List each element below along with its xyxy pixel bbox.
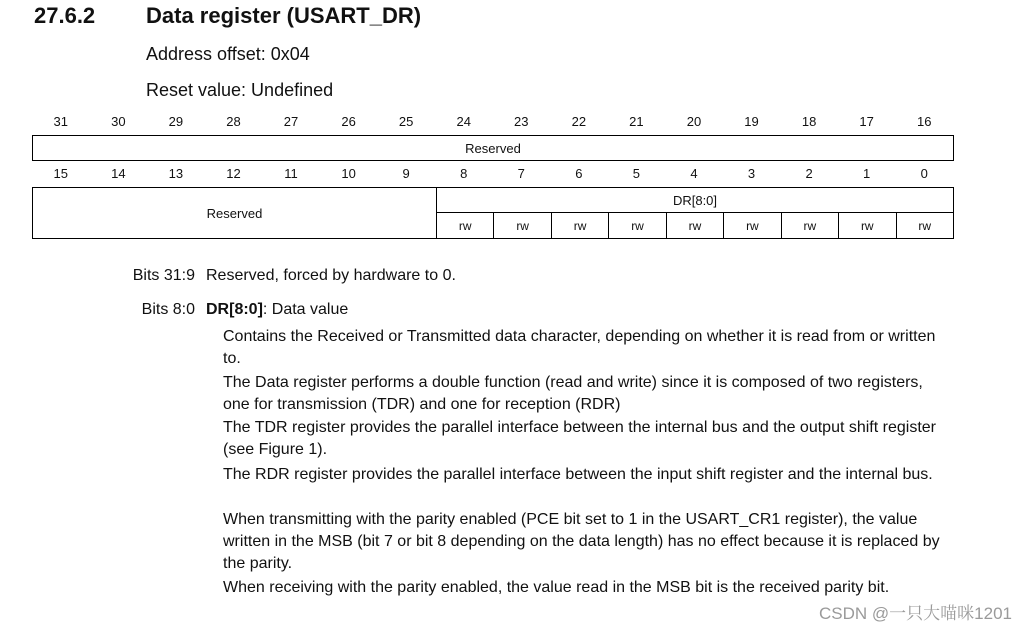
bits8-description bbox=[206, 301, 348, 319]
bit-number: 5 bbox=[632, 166, 641, 181]
description-paragraph: The RDR register provides the parallel interface between the input shift register and the internal bus. bbox=[223, 466, 933, 483]
dr-field-name: DR[8:0] bbox=[206, 301, 263, 318]
reserved-field-low: Reserved bbox=[32, 187, 437, 239]
bit-number: 28 bbox=[226, 114, 241, 129]
bit-number: 8 bbox=[460, 166, 468, 181]
bit-number: 16 bbox=[916, 114, 932, 129]
access-row bbox=[436, 212, 954, 239]
bit-number: 25 bbox=[398, 114, 414, 129]
access-cell: rw bbox=[552, 213, 609, 238]
bit-number: 27 bbox=[283, 114, 299, 129]
bit-number: 4 bbox=[690, 166, 698, 181]
bit-numbers-low bbox=[32, 166, 953, 181]
description-paragraph: When transmitting with the parity enabled (PCE bit set to 1 in the USART_CR1 register), the value written in the MSB (bit 7 or bit 8 depending on the data length) has no effect because it is replaced by the parity. bbox=[223, 511, 940, 572]
access-cell: rw bbox=[494, 213, 551, 238]
access-cell: rw bbox=[609, 213, 666, 238]
bit-number: 0 bbox=[920, 166, 928, 181]
watermark: CSDN @一只大喵咪1201 bbox=[819, 604, 1012, 623]
bit-number: 10 bbox=[341, 166, 356, 181]
bit-number: 2 bbox=[805, 166, 813, 181]
bit-number: 12 bbox=[226, 166, 241, 181]
bits31-label: Bits 31:9 bbox=[132, 267, 195, 284]
bits8-label: Bits 8:0 bbox=[141, 301, 195, 318]
address-offset: Address offset: 0x04 bbox=[146, 44, 310, 64]
bit-number: 6 bbox=[575, 166, 583, 181]
bit-number: 20 bbox=[686, 114, 702, 129]
bit-number: 17 bbox=[859, 114, 874, 129]
description-paragraph: When receiving with the parity enabled, the value read in the MSB bit is the received parity bit. bbox=[223, 579, 890, 596]
bit-number: 23 bbox=[514, 114, 529, 129]
access-cell: rw bbox=[724, 213, 781, 238]
bit-number: 26 bbox=[341, 114, 356, 129]
bit-number: 19 bbox=[744, 114, 759, 129]
bit-number: 14 bbox=[111, 166, 126, 181]
bit-number: 24 bbox=[456, 114, 471, 129]
bit-number: 22 bbox=[571, 114, 587, 129]
access-cell: rw bbox=[918, 218, 932, 233]
bit-number: 15 bbox=[53, 166, 69, 181]
dr-field-suffix: : Data value bbox=[262, 301, 349, 318]
bit-number: 13 bbox=[168, 166, 184, 181]
section-number: 27.6.2 bbox=[34, 3, 96, 28]
bit-number: 29 bbox=[168, 114, 184, 129]
bit-number: 30 bbox=[111, 114, 126, 129]
bit-number: 3 bbox=[747, 166, 756, 181]
dr-field: DR[8:0] bbox=[436, 187, 954, 213]
bit-number: 11 bbox=[284, 166, 298, 181]
bit-numbers-high bbox=[32, 114, 953, 129]
access-cell: rw bbox=[437, 213, 494, 238]
section-title: Data register (USART_DR) bbox=[146, 3, 422, 28]
reserved-field-high: Reserved bbox=[32, 135, 954, 161]
description-paragraph: Contains the Received or Transmitted data character, depending on whether it is read from or written to. bbox=[223, 328, 936, 367]
bit-number: 7 bbox=[517, 166, 525, 181]
bit-number: 21 bbox=[629, 114, 644, 129]
access-cell: rw bbox=[782, 213, 839, 238]
bits31-description: Reserved, forced by hardware to 0. bbox=[206, 267, 456, 284]
bit-number: 31 bbox=[53, 114, 69, 129]
bit-number: 1 bbox=[863, 166, 871, 181]
bit-number: 9 bbox=[402, 166, 410, 181]
description-paragraph: The TDR register provides the parallel interface between the internal bus and the output shift register (see Figure 1). bbox=[223, 419, 936, 458]
bit-number: 18 bbox=[801, 114, 817, 129]
description-paragraph: The Data register performs a double function (read and write) since it is composed of two registers, one for transmission (TDR) and one for reception (RDR) bbox=[223, 374, 923, 413]
reset-value: Reset value: Undefined bbox=[146, 80, 334, 100]
access-cell: rw bbox=[667, 213, 724, 238]
access-cell: rw bbox=[839, 213, 896, 238]
